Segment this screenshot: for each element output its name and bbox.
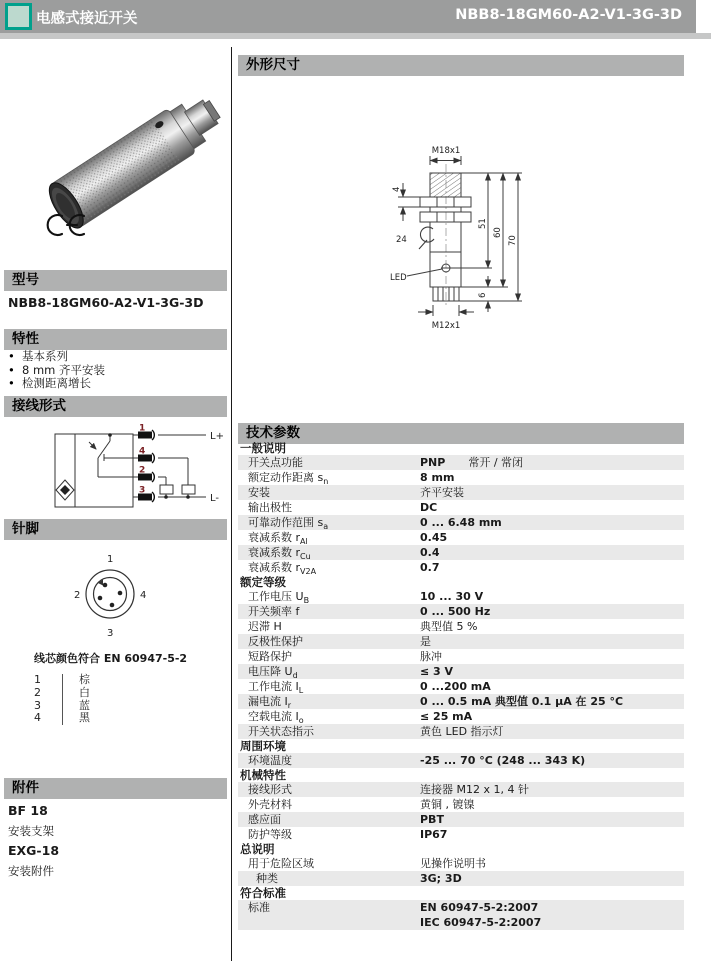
spec-label: 外壳材料 <box>248 798 292 811</box>
section-accessories: 附件 <box>4 778 227 799</box>
section-connection: 接线形式 <box>4 396 227 417</box>
spec-label: 衰减系数 $r_{V2A}$ <box>248 561 317 577</box>
pinout-pin1-label: 1 <box>107 554 114 565</box>
spec-subsection-header: 额定等级 <box>240 575 286 589</box>
pinout-diagram <box>55 548 165 642</box>
wire-color-name: 黑 <box>62 712 90 725</box>
spec-row <box>238 485 684 500</box>
spec-subsection-header: 总说明 <box>240 842 275 856</box>
feature-text: 8 mm 齐平安装 <box>22 362 106 377</box>
wire-color-name: 白 <box>62 687 90 700</box>
dim-wrench-label: 24 <box>396 235 407 245</box>
wiring-diagram <box>40 423 230 512</box>
wiring-lplus-label: L+ <box>210 431 224 442</box>
spec-row <box>238 782 684 797</box>
spec-subsection-header: 周围环境 <box>240 739 286 753</box>
accessory-name: BF 18 <box>8 803 48 818</box>
spec-value: 黄色 LED 指示灯 <box>420 725 504 738</box>
spec-row <box>238 530 684 545</box>
spec-row <box>238 900 684 930</box>
spec-label: 额定动作距离 $s_n$ <box>248 471 329 487</box>
spec-label: 工作电压 $U_B$ <box>248 590 310 606</box>
spec-row <box>238 664 684 679</box>
section-techdata: 技术参数 <box>238 423 684 444</box>
bullet-icon: • <box>8 376 15 390</box>
spec-label: 标准 <box>248 901 270 914</box>
spec-row <box>238 856 684 871</box>
spec-row <box>238 724 684 739</box>
column-divider <box>231 47 232 961</box>
spec-value: 0 ... 6.48 mm <box>420 516 502 529</box>
spec-row <box>238 545 684 560</box>
wire-pin-number: 1 <box>34 673 41 686</box>
wire-color-row <box>34 712 154 725</box>
wire-pin-number: 3 <box>34 698 41 712</box>
spec-label: 短路保护 <box>248 650 292 663</box>
spec-row <box>238 455 684 470</box>
spec-row <box>238 797 684 812</box>
spec-row <box>238 470 684 485</box>
spec-row <box>238 694 684 709</box>
spec-label: 工作电流 $I_L$ <box>248 680 304 696</box>
spec-value: 是 <box>420 635 431 648</box>
spec-value: 0 ... 500 Hz <box>420 605 491 618</box>
spec-value <box>420 900 541 930</box>
spec-label: 种类 <box>256 872 278 885</box>
wire-pin-number: 4 <box>34 711 41 725</box>
spec-value: 典型值 5 % <box>420 620 478 633</box>
feature-item <box>8 364 223 378</box>
header-substrip <box>0 33 711 39</box>
spec-label: 衰减系数 $r_{Al}$ <box>248 531 308 547</box>
spec-row <box>238 634 684 649</box>
page-title: 电感式接近开关 <box>36 11 138 27</box>
model-number: NBB8-18GM60-A2-V1-3G-3D <box>8 295 204 310</box>
spec-label: 环境温度 <box>248 754 292 767</box>
spec-label: 可靠动作范围 $s_a$ <box>248 516 329 532</box>
spec-value-line: EN 60947-5-2:2007 <box>420 901 539 914</box>
wire-color-row <box>34 674 154 687</box>
spec-value: 3G; 3D <box>420 872 462 885</box>
spec-row <box>238 871 684 886</box>
spec-row <box>238 560 684 575</box>
wiring-pin4-label: 4 <box>139 446 146 457</box>
spec-label: 衰减系数 $r_{Cu}$ <box>248 546 311 562</box>
spec-label: 用于危险区域 <box>248 857 314 870</box>
spec-value: DC <box>420 501 438 514</box>
dim-led-label: LED <box>390 273 407 283</box>
section-dimensions: 外形尺寸 <box>238 55 684 76</box>
spec-label: 安装 <box>248 486 270 499</box>
dim-thread-top-label: M18x1 <box>431 146 461 156</box>
wire-color-row <box>34 700 154 713</box>
brand-accent-square <box>5 3 32 30</box>
spec-value: -25 ... 70 °C (248 ... 343 K) <box>420 754 586 767</box>
wire-color-row <box>34 687 154 700</box>
bullet-icon: • <box>8 349 15 363</box>
spec-label: 感应面 <box>248 813 281 826</box>
spec-label: 输出极性 <box>248 501 292 514</box>
spec-label: 电压降 $U_d$ <box>248 665 298 681</box>
header-bar <box>0 0 696 33</box>
wiring-pin2-label: 2 <box>139 465 146 476</box>
spec-value: PBT <box>420 813 444 826</box>
spec-row <box>238 812 684 827</box>
spec-label: 开关点功能 <box>248 456 303 469</box>
spec-subsection-header: 机械特性 <box>240 768 286 782</box>
accessory-desc: 安装附件 <box>8 864 54 878</box>
feature-item <box>8 377 223 391</box>
spec-subsection-header: 一般说明 <box>240 441 286 455</box>
spec-value: 黄铜 , 镀镍 <box>420 798 475 811</box>
accessory-name: EXG-18 <box>8 843 60 858</box>
spec-row <box>238 604 684 619</box>
spec-label: 反极性保护 <box>248 635 303 648</box>
spec-value: ≤ 25 mA <box>420 710 473 723</box>
header-model-number: NBB8-18GM60-A2-V1-3G-3D <box>455 7 682 23</box>
spec-row <box>238 827 684 842</box>
spec-label: 开关状态指示 <box>248 725 314 738</box>
spec-value: 连接器 M12 x 1, 4 针 <box>420 783 529 796</box>
dim-6-label: 6 <box>478 292 488 298</box>
feature-text: 基本系列 <box>22 349 68 363</box>
dim-70-label: 70 <box>508 235 518 246</box>
spec-value: 脉冲 <box>420 650 442 663</box>
wire-color-table <box>34 674 154 725</box>
spec-label: 接线形式 <box>248 783 292 796</box>
accessories-list <box>8 801 223 881</box>
spec-label: 开关频率 f <box>248 605 300 618</box>
spec-label: 防护等级 <box>248 828 292 841</box>
spec-row <box>238 515 684 530</box>
dim-thread-bottom-label: M12x1 <box>431 321 461 331</box>
spec-value: 见操作说明书 <box>420 857 486 870</box>
wiring-pin3-label: 3 <box>139 485 146 496</box>
dimension-drawing <box>340 140 620 340</box>
features-list <box>8 350 223 391</box>
spec-value: 0.45 <box>420 531 448 544</box>
section-features: 特性 <box>4 329 227 350</box>
spec-row <box>238 709 684 724</box>
spec-value: ≤ 3 V <box>420 665 454 678</box>
ce-mark-icon <box>42 212 88 238</box>
spec-value: 8 mm <box>420 471 455 484</box>
spec-value: 齐平安装 <box>420 486 464 499</box>
spec-value: 0 ...200 mA <box>420 680 491 693</box>
pinout-pin2-label: 2 <box>74 590 81 601</box>
spec-row <box>238 679 684 694</box>
spec-row <box>238 619 684 634</box>
accessory-desc: 安装支架 <box>8 824 54 838</box>
pinout-pin3-label: 3 <box>107 628 114 639</box>
spec-label: 空载电流 $I_o$ <box>248 710 304 726</box>
spec-row <box>238 589 684 604</box>
feature-item <box>8 350 223 364</box>
dim-4-label: 4 <box>392 186 402 192</box>
spec-row <box>238 649 684 664</box>
dim-60-label: 60 <box>493 227 503 238</box>
spec-row <box>238 500 684 515</box>
wiring-lminus-label: L- <box>210 493 220 504</box>
feature-text: 检测距离增长 <box>22 376 91 390</box>
wire-pin-number: 2 <box>34 685 41 699</box>
spec-value: 0.4 <box>420 546 440 559</box>
wire-color-name: 蓝 <box>62 700 90 713</box>
pinout-pin4-label: 4 <box>140 590 147 601</box>
dim-51-label: 51 <box>478 218 488 229</box>
bullet-icon: • <box>8 362 15 377</box>
wiring-pin1-label: 1 <box>139 423 146 434</box>
spec-value: 0 ... 0.5 mA 典型值 0.1 μA 在 25 °C <box>420 695 624 708</box>
spec-value-line: IEC 60947-5-2:2007 <box>420 916 542 929</box>
section-model: 型号 <box>4 270 227 291</box>
spec-label: 迟滞 H <box>248 620 282 633</box>
spec-value: 0.7 <box>420 561 440 574</box>
spec-subsection-header: 符合标准 <box>240 886 286 900</box>
spec-value: IP67 <box>420 828 448 841</box>
wire-color-name: 棕 <box>62 674 90 687</box>
tech-table <box>238 441 684 930</box>
spec-value-2: 常开 / 常闭 <box>468 456 524 469</box>
spec-value: PNP <box>420 456 446 469</box>
spec-value: 10 ... 30 V <box>420 590 484 603</box>
spec-row <box>238 753 684 768</box>
wire-color-note: 线芯颜色符合 EN 60947-5-2 <box>34 652 188 665</box>
section-pinout: 针脚 <box>4 519 227 540</box>
spec-label: 漏电流 $I_r$ <box>248 695 292 711</box>
